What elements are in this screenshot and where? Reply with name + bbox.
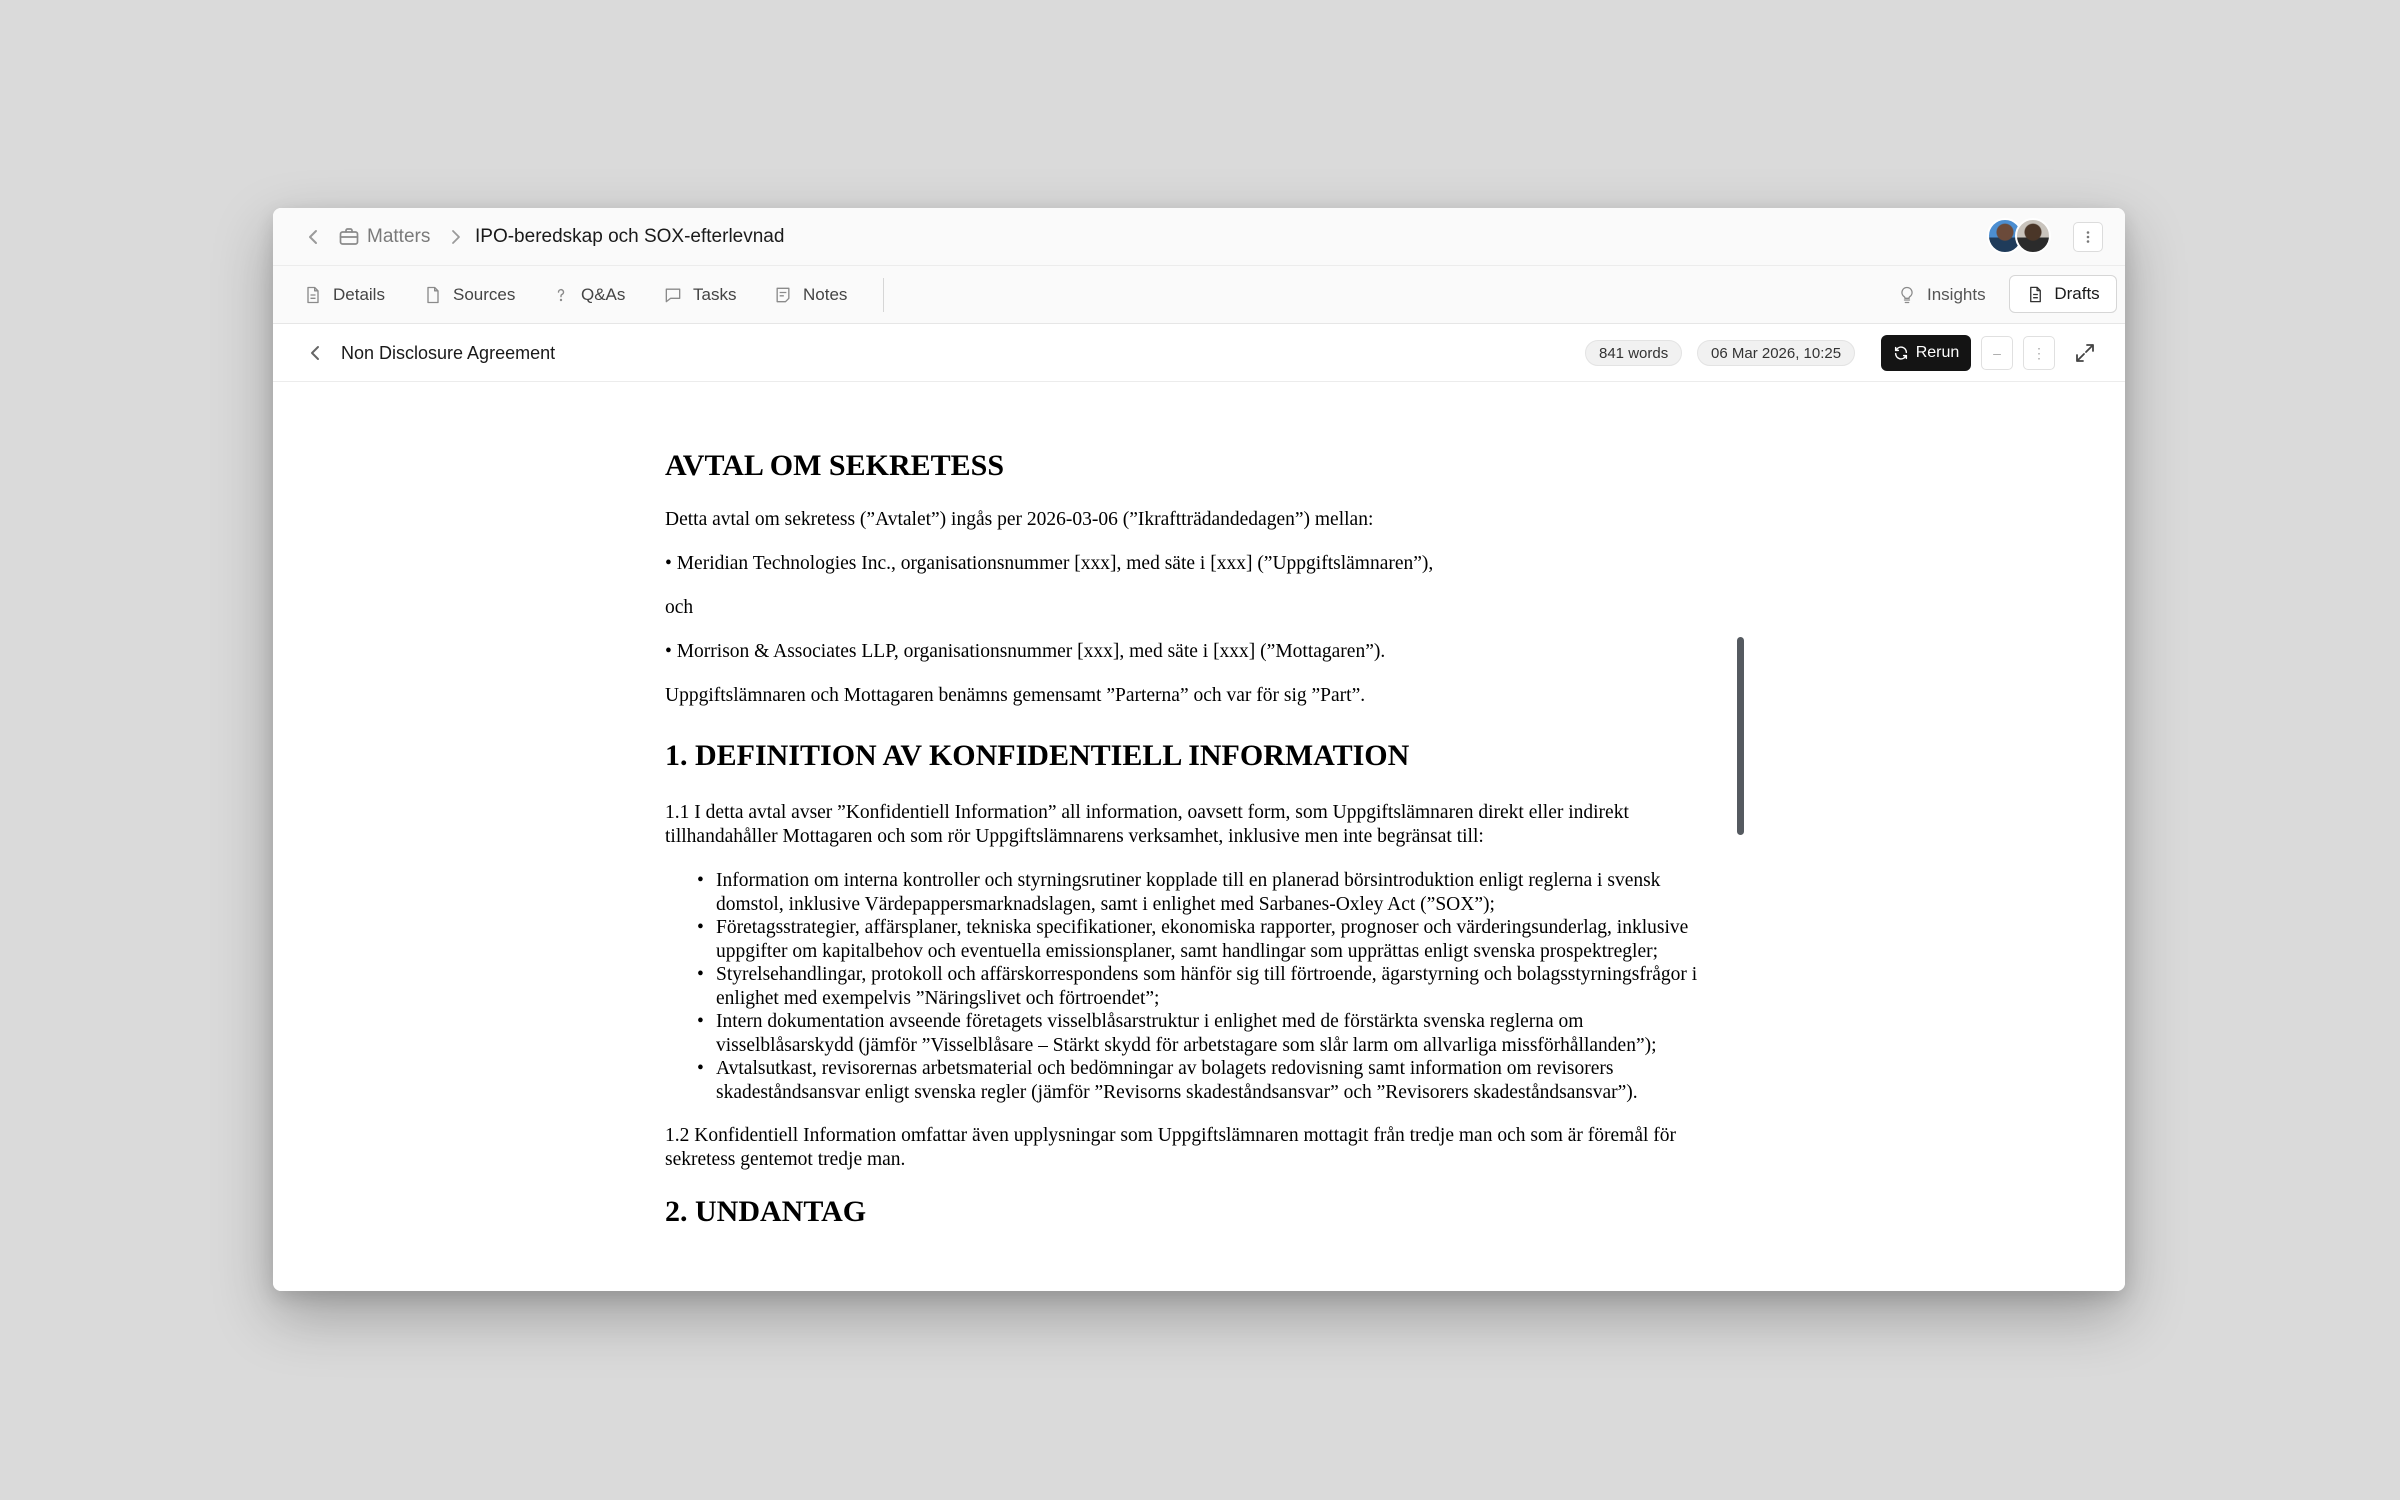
document-title: Non Disclosure Agreement [341,343,556,363]
clause-1-1: 1.1 I detta avtal avser ”Konfidentiell Information” all information, oavsett form, som Uppgiftslämnaren direkt eller indirekt tillhandahåller Mottagaren och som rör Uppgiftslämnarens verksamhet, inklusive men inte begränsat till: [665,802,1629,847]
and-connector: och [665,597,694,618]
document-header [273,324,2125,382]
tab-notes-label: Notes [803,285,848,304]
intro-paragraph: Detta avtal om sekretess (”Avtalet”) ingås per 2026-03-06 (”Ikraftträdandedagen”) mellan: [665,509,1374,530]
tab-drafts-label: Drafts [2054,284,2100,303]
word-count-badge: 841 words [1585,340,1682,366]
app-window [273,208,2125,1291]
chat-icon [663,285,683,305]
tab-drafts[interactable] [2009,275,2117,313]
lightbulb-icon [1897,285,1917,305]
definition-list [665,869,1725,1104]
expand-icon[interactable] [2073,341,2097,365]
collapse-button[interactable]: – [1981,336,2013,370]
tab-divider [883,278,884,312]
party-disclosing: • Meridian Technologies Inc., organisationsnummer [xxx], med säte i [xxx] (”Uppgiftslämnaren”), [665,553,1434,574]
breadcrumb-separator-icon [443,225,467,249]
tab-qas[interactable] [551,281,625,309]
more-options-button[interactable] [2073,222,2103,252]
tab-insights[interactable] [1897,281,1986,309]
document-options-button[interactable]: ⋮ [2023,336,2055,370]
document-viewer[interactable] [273,383,2125,1291]
tab-insights-label: Insights [1927,285,1986,304]
question-icon [551,285,571,305]
tab-tasks[interactable] [663,281,736,309]
document-heading: AVTAL OM SEKRETESS [665,449,1005,482]
document-icon [2026,285,2045,304]
tab-bar [273,266,2125,324]
vertical-dots-icon [2080,229,2096,245]
avatar[interactable] [2015,218,2051,254]
section-heading: 1. DEFINITION AV KONFIDENTIELL INFORMATION [665,739,1410,772]
list-item: • Företagsstrategier, affärsplaner, tekniska specifikationer, ekonomiska rapporter, prognoser och värderingsunderlag, inklusive uppgifter om kapitalbehov och eventuella emissionsplaner, samt handlingar som upprättas enligt svenska prospektregler; [665,916,1725,963]
file-icon [423,285,443,305]
breadcrumb-matters-link[interactable]: Matters [367,226,431,247]
clause-1-2: 1.2 Konfidentiell Information omfattar även upplysningar som Uppgiftslämnaren mottagit från tredje man och som är föremål för sekretess gentemot tredje man. [665,1125,1677,1170]
rerun-button[interactable] [1881,335,1971,371]
list-item: • Intern dokumentation avseende företagets visselblåsarstruktur i enlighet med de förstärkta svenska reglerna om visselblåsarskydd (jämför ”Visselblåsare – Stärkt skydd för arbetstagare som slår larm om allvarliga missförhållanden”); [665,1010,1725,1057]
tab-details-label: Details [333,285,385,304]
list-item: • Styrelsehandlingar, protokoll och affärskorrespondens som hänför sig till förtroende, ägarstyrning och bolagsstyrningsfrågor i enlighet med exempelvis ”Näringslivet och förtroendet”; [665,963,1725,1010]
list-item: • Information om interna kontroller och styrningsrutiner kopplade till en planerad börsintroduktion enligt reglerna i svensk domstol, inklusive Värdepappersmarknadslagen, samt i enlighet med Sarbanes-Oxley Act (”SOX”); [665,869,1725,916]
title-bar [273,208,2125,266]
briefcase-icon [337,225,361,249]
section-heading: 2. UNDANTAG [665,1195,867,1228]
document-icon [303,285,323,305]
back-chevron-icon[interactable] [303,341,327,365]
notes-icon [773,285,793,305]
refresh-icon [1893,345,1909,361]
list-item: • Avtalsutkast, revisorernas arbetsmaterial och bedömningar av bolagets redovisning samt information om revisorers skadeståndsansvar enligt svenska regler (jämför ”Revisorns skadeståndsansvar” och ”Revisorers skadeståndsansvar”). [665,1057,1725,1104]
tab-tasks-label: Tasks [693,285,737,304]
tab-notes[interactable] [773,281,847,309]
tab-sources-label: Sources [453,285,516,304]
rerun-label: Rerun [1915,344,1960,361]
back-chevron-icon[interactable] [301,225,325,249]
page-title: IPO-beredskap och SOX-efterlevnad [475,226,785,247]
party-receiving: • Morrison & Associates LLP, organisationsnummer [xxx], med säte i [xxx] (”Mottagaren”). [665,641,1386,662]
tab-qas-label: Q&As [581,285,626,304]
tab-sources[interactable] [423,281,515,309]
scrollbar-thumb[interactable] [1737,637,1744,835]
parties-note: Uppgiftslämnaren och Mottagaren benämns gemensamt ”Parterna” och var för sig ”Part”. [665,685,1366,706]
tab-details[interactable] [303,281,385,309]
timestamp-badge: 06 Mar 2026, 10:25 [1697,340,1855,366]
